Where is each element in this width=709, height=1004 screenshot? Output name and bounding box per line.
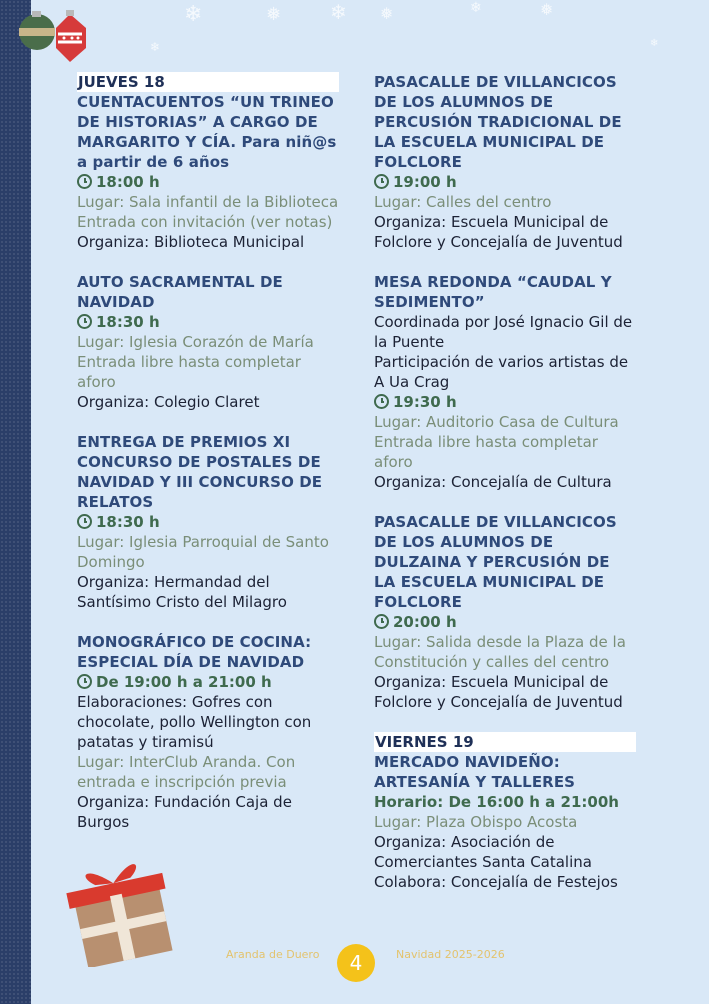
snowflake-icon: ❄	[470, 0, 482, 16]
snowflake-icon: ❄	[184, 2, 203, 27]
event-organizer: Organiza: Asociación de Comerciantes Santa Catalina	[374, 833, 592, 871]
event-pasacalle-dulzaina	[374, 512, 636, 712]
event-description: Participación de varios artistas de A Ua Crag	[374, 353, 629, 391]
event-time: 18:00 h	[77, 172, 339, 192]
event-pasacalle-percusion	[374, 72, 636, 252]
event-title: AUTO SACRAMENTAL DE NAVIDAD	[77, 273, 283, 311]
event-organizer: Organiza: Escuela Municipal de Folclore y Concejalía de Juventud	[374, 213, 623, 251]
event-title: ENTREGA DE PREMIOS XI CONCURSO DE POSTALES DE NAVIDAD Y III CONCURSO DE RELATOS	[77, 433, 323, 511]
event-time: 20:00 h	[374, 612, 636, 632]
clock-icon	[77, 674, 92, 689]
event-organizer: Organiza: Hermandad del Santísimo Cristo del Milagro	[77, 573, 287, 611]
event-description: Coordinada por José Ignacio Gil de la Puente	[374, 313, 633, 351]
event-time: 18:30 h	[77, 312, 339, 332]
event-cocina	[77, 632, 339, 832]
clock-icon	[77, 514, 92, 529]
left-column	[77, 72, 339, 852]
event-location: Lugar: Salida desde la Plaza de la Constitución y calles del centro	[374, 633, 626, 671]
event-auto-sacramental	[77, 272, 339, 412]
event-location: Lugar: Sala infantil de la Biblioteca	[77, 193, 339, 211]
page-number: 4	[337, 944, 375, 982]
event-time: Horario: De 16:00 h a 21:00h	[374, 793, 619, 811]
event-note: Entrada con invitación (ver notas)	[77, 213, 333, 231]
clock-icon	[77, 174, 92, 189]
event-location: Lugar: Plaza Obispo Acosta	[374, 813, 578, 831]
event-time: 19:00 h	[374, 172, 636, 192]
event-location: Lugar: InterClub Aranda. Con entrada e inscripción previa	[77, 753, 296, 791]
snowflake-icon: ❅	[266, 4, 282, 25]
event-time: De 19:00 h a 21:00 h	[77, 672, 339, 692]
gift-box-icon	[56, 855, 181, 967]
event-description: Elaboraciones: Gofres con chocolate, pollo Wellington con patatas y tiramisú	[77, 693, 312, 751]
event-title: PASACALLE DE VILLANCICOS DE LOS ALUMNOS DE DULZAINA Y PERCUSIÓN DE LA ESCUELA MUNICIPAL DE FOLCLORE	[374, 513, 617, 611]
event-organizer: Organiza: Escuela Municipal de Folclore y Concejalía de Juventud	[374, 673, 623, 711]
side-band	[0, 0, 31, 1004]
event-collaborator: Colabora: Concejalía de Festejos	[374, 873, 618, 891]
event-organizer: Organiza: Colegio Claret	[77, 393, 260, 411]
event-location: Lugar: Iglesia Parroquial de Santo Domingo	[77, 533, 329, 571]
right-column	[374, 72, 636, 912]
snowflake-icon: ❅	[540, 0, 554, 19]
clock-icon	[374, 174, 389, 189]
clock-icon	[374, 614, 389, 629]
event-time: 18:30 h	[77, 512, 339, 532]
snowflake-icon: ❄	[650, 38, 659, 49]
event-organizer: Organiza: Biblioteca Municipal	[77, 233, 305, 251]
event-premios	[77, 432, 339, 612]
event-location: Lugar: Calles del centro	[374, 193, 552, 211]
clock-icon	[77, 314, 92, 329]
snowflake-icon: ❄	[330, 0, 347, 24]
event-note: Entrada libre hasta completar aforo	[77, 353, 301, 391]
event-location: Lugar: Auditorio Casa de Cultura	[374, 413, 619, 431]
event-time: 19:30 h	[374, 392, 636, 412]
event-mercado	[374, 752, 636, 892]
footer-season: Navidad 2025-2026	[396, 948, 505, 961]
event-cuentacuentos	[77, 92, 339, 252]
event-organizer: Organiza: Fundación Caja de Burgos	[77, 793, 292, 831]
clock-icon	[374, 394, 389, 409]
event-organizer: Organiza: Concejalía de Cultura	[374, 473, 612, 491]
day-header-thursday: JUEVES 18	[77, 72, 339, 92]
day-header-friday: VIERNES 19	[374, 732, 636, 752]
event-title: MERCADO NAVIDEÑO: ARTESANÍA Y TALLERES	[374, 753, 576, 791]
event-title: PASACALLE DE VILLANCICOS DE LOS ALUMNOS DE PERCUSIÓN TRADICIONAL DE LA ESCUELA MUNICIPAL DE FOLCLORE	[374, 73, 622, 171]
snowflake-icon: ❅	[380, 4, 394, 23]
christmas-ornaments-icon	[16, 8, 96, 70]
event-location: Lugar: Iglesia Corazón de María	[77, 333, 314, 351]
event-title: CUENTACUENTOS “UN TRINEO DE HISTORIAS” A CARGO DE MARGARITO Y CÍA. Para niñ@s a partir de 6 años	[77, 93, 337, 171]
snowflake-icon: ❄	[150, 40, 161, 54]
event-note: Entrada libre hasta completar aforo	[374, 433, 598, 471]
event-title: MESA REDONDA “CAUDAL Y SEDIMENTO”	[374, 273, 612, 311]
event-mesa-redonda	[374, 272, 636, 492]
event-title: MONOGRÁFICO DE COCINA: ESPECIAL DÍA DE NAVIDAD	[77, 633, 312, 671]
footer-location: Aranda de Duero	[226, 948, 320, 961]
